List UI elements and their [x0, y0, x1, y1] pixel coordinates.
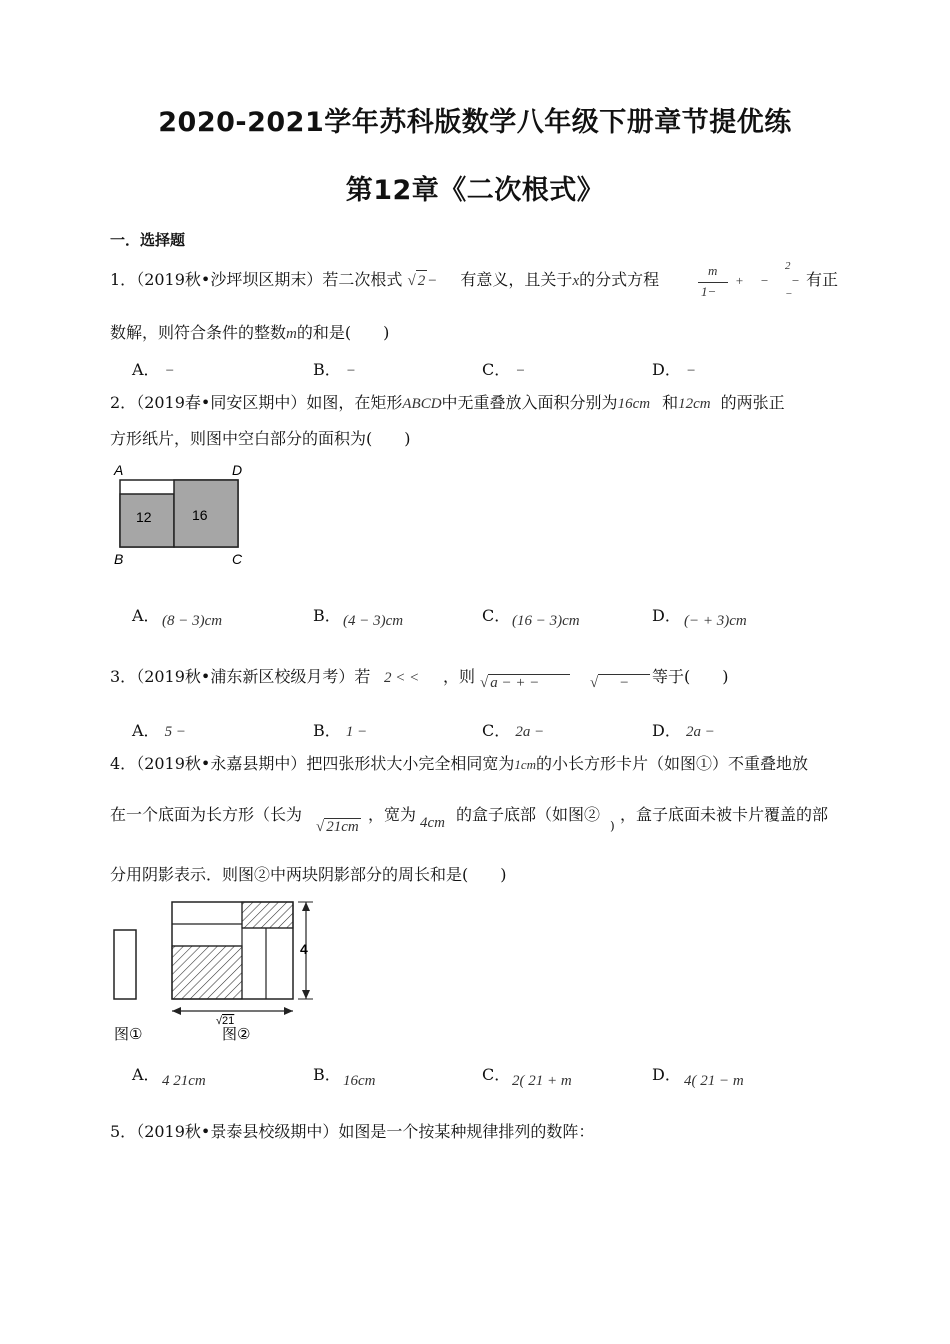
question-2-line-2: 方形纸片，则图中空白部分的面积为( ): [110, 429, 411, 448]
question-source: （2019秋•永嘉县期中）: [136, 754, 307, 773]
text: 中无重叠放入面积分别为: [441, 393, 618, 412]
q2-option-c-value: (16 − 3)cm: [512, 613, 580, 629]
text: 若二次根式: [322, 270, 403, 289]
q1-option-c[interactable]: [482, 357, 525, 380]
option-label: B．: [313, 721, 341, 740]
question-4-line-1: [110, 754, 808, 775]
text: ): [610, 819, 615, 833]
q2-option-c[interactable]: [482, 603, 510, 626]
text: 在一个底面为长方形（长为: [110, 805, 303, 824]
math-var: m: [286, 326, 297, 342]
q3-condition: 2 < <: [384, 670, 420, 686]
text: 等于( ): [652, 667, 729, 686]
math-sign: −: [785, 288, 793, 300]
option-value: −: [164, 363, 175, 379]
question-5-line-1: [110, 1122, 594, 1142]
q2-option-d-value: (− + 3)cm: [684, 613, 747, 629]
vertex-c: C: [232, 551, 243, 567]
option-value: 2a −: [515, 724, 545, 740]
vertex-b: B: [114, 551, 124, 567]
option-value: 2a −: [685, 724, 715, 740]
shaded-region-left: [172, 946, 242, 999]
question-4-line-2: [110, 805, 302, 825]
text: 若: [354, 667, 371, 686]
q3-radical-2: √ −: [590, 674, 650, 692]
text: 的两张正: [720, 393, 785, 412]
question-number: 5．: [110, 1122, 137, 1141]
label-16: 16: [192, 507, 208, 523]
q2-option-a[interactable]: [132, 603, 160, 626]
document-title: 2020-2021学年苏科版数学八年级下册章节提优练: [158, 107, 792, 138]
question-source: （2019秋•景泰县校级期中）: [136, 1122, 339, 1141]
q3-radical-1: √ a − + −: [480, 674, 570, 692]
math-value: 1cm: [514, 757, 537, 772]
height-label: 4: [300, 941, 308, 957]
q2-option-b-value: (4 − 3)cm: [343, 613, 404, 629]
q4-width: 4cm: [420, 815, 445, 831]
q3-option-a[interactable]: [132, 718, 186, 741]
text: 和: [662, 393, 679, 412]
math-value: 16cm: [617, 396, 651, 412]
math-var: ABCD: [402, 396, 442, 412]
fig1-caption: 图①: [114, 1026, 143, 1043]
option-label: A．: [132, 1065, 160, 1084]
option-value: −: [515, 363, 526, 379]
small-card: [114, 930, 136, 999]
q3-option-d[interactable]: [652, 718, 715, 741]
fig2-caption: 图②: [222, 1026, 251, 1043]
q4-option-c-value: 2( 21 + m: [512, 1073, 572, 1089]
q1-option-d[interactable]: [652, 357, 696, 380]
text: 的分式方程: [579, 270, 660, 289]
question-source: （2019春•同安区期中）: [136, 393, 307, 412]
q4-option-c[interactable]: [482, 1062, 510, 1085]
question-1-line-1: [110, 270, 659, 291]
option-label: B．: [313, 360, 341, 379]
chapter-title: 第12章《二次根式》: [345, 175, 605, 206]
q2-option-a-value: (8 − 3)cm: [162, 613, 223, 629]
option-label: C．: [482, 606, 511, 625]
option-label: B．: [313, 606, 341, 625]
q4-length: √ 21cm: [316, 819, 359, 835]
text: 的和是( ): [296, 323, 390, 342]
option-label: A．: [132, 606, 160, 625]
option-label: B．: [313, 1065, 341, 1084]
option-label: D．: [652, 360, 681, 379]
math-sign: +: [735, 273, 744, 288]
math-sign: −: [760, 273, 769, 288]
label-12: 12: [136, 509, 152, 525]
q1-option-a[interactable]: [132, 357, 175, 380]
question-3-line-1: [110, 667, 370, 687]
option-label: C．: [482, 721, 511, 740]
length-label: √21: [216, 1015, 235, 1027]
text: 的盒子底部（如图②: [456, 805, 601, 824]
option-value: −: [345, 363, 356, 379]
section-heading: 一．选择题: [110, 231, 186, 249]
q4-option-b[interactable]: [313, 1062, 341, 1085]
text: 有正: [806, 270, 839, 289]
vertex-a: A: [114, 462, 124, 478]
q3-option-b[interactable]: [313, 718, 367, 741]
fraction-denominator: 1−: [701, 284, 717, 299]
q4-option-d[interactable]: [652, 1062, 681, 1085]
option-value: 1 −: [345, 724, 368, 740]
fraction-numerator: m: [708, 263, 718, 278]
q4-option-a[interactable]: [132, 1062, 160, 1085]
option-value: −: [685, 363, 697, 379]
question-number: 1．: [110, 270, 137, 289]
q2-option-b[interactable]: [313, 603, 341, 626]
option-label: C．: [482, 1065, 511, 1084]
math-var: x: [572, 273, 580, 289]
fraction-bar: [698, 282, 728, 283]
math-sign: −: [791, 273, 800, 288]
q4-option-d-value: 4( 21 − m: [684, 1073, 744, 1089]
q4-figures: [108, 894, 328, 1048]
q2-rectangle-figure: [108, 458, 258, 570]
option-label: D．: [652, 721, 681, 740]
question-1-line-2: [110, 323, 389, 344]
radical: √ 2: [407, 273, 427, 289]
math-value: 12cm: [678, 396, 711, 412]
q4-option-b-value: 16cm: [343, 1073, 376, 1089]
text: 的小长方形卡片（如图①）不重叠地放: [536, 754, 809, 773]
q4-option-a-value: 4 21cm: [162, 1073, 206, 1089]
math-sup: 2: [785, 260, 791, 272]
question-number: 3．: [110, 667, 137, 686]
option-value: 5 −: [164, 724, 187, 740]
question-source: （2019秋•浦东新区校级月考）: [136, 667, 355, 686]
question-source: （2019秋•沙坪坝区期末）: [136, 270, 323, 289]
option-label: D．: [652, 606, 681, 625]
text: ，宽为: [368, 805, 417, 824]
vertex-d: D: [232, 462, 243, 478]
q3-option-c[interactable]: [482, 718, 544, 741]
question-number: 2．: [110, 393, 137, 412]
text: ，则: [443, 667, 476, 686]
math-sign: −: [427, 273, 438, 289]
text: 如图，在矩形: [306, 393, 403, 412]
option-label: A．: [132, 360, 160, 379]
shaded-region-right: [242, 902, 293, 928]
question-number: 4．: [110, 754, 137, 773]
text: 数解，则符合条件的整数: [110, 323, 287, 342]
question-4-line-3: 分用阴影表示．则图②中两块阴影部分的周长和是( ): [110, 865, 507, 884]
option-label: A．: [132, 721, 160, 740]
text: 把四张形状大小完全相同宽为: [306, 754, 515, 773]
text: 有意义，且关于: [460, 270, 573, 289]
option-label: C．: [482, 360, 511, 379]
q2-option-d[interactable]: [652, 603, 681, 626]
text: ，盒子底面未被卡片覆盖的部: [620, 805, 829, 824]
question-2-line-1: [110, 393, 785, 414]
q1-option-b[interactable]: [313, 357, 356, 380]
option-label: D．: [652, 1065, 681, 1084]
text: 如图是一个按某种规律排列的数阵：: [338, 1122, 595, 1141]
